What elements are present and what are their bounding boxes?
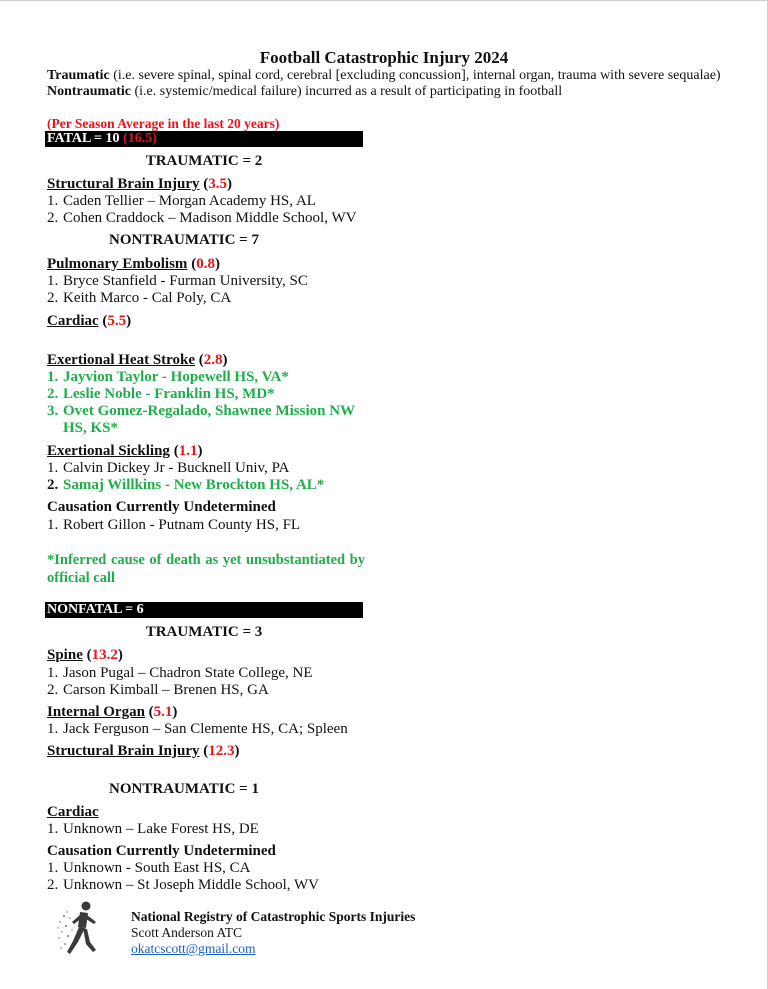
list-item — [47, 386, 275, 403]
footer-contact-name: Scott Anderson ATC — [131, 925, 243, 940]
section-title: Pulmonary Embolism — [47, 256, 188, 272]
section-title: Exertional Heat Stroke — [47, 352, 196, 368]
item-number: 1. — [47, 369, 59, 385]
nonfatal-traumatic-heading: TRAUMATIC = 3 — [145, 624, 263, 640]
traumatic-definition — [47, 68, 721, 84]
item-number: 2. — [47, 877, 59, 893]
section-avg: 5.5 — [107, 313, 127, 329]
item-number: 2. — [47, 682, 59, 698]
fatal-avg: (16.5) — [123, 131, 157, 146]
nonfatal-undetermined-heading — [47, 843, 276, 860]
item-text: Samaj Willkins - New Brockton HS, AL* — [63, 477, 325, 493]
list-item — [47, 369, 289, 386]
section-avg: 13.2 — [91, 647, 118, 663]
runner-speed-texture — [57, 911, 72, 949]
list-item — [47, 860, 251, 877]
item-number: 2. — [47, 290, 59, 306]
item-number: 1. — [47, 821, 59, 837]
fatal-heat-stroke-heading: Exertional Heat Stroke (2.8) — [47, 352, 228, 368]
fatal-bar — [45, 131, 363, 147]
list-item — [47, 665, 313, 682]
list-item — [47, 821, 259, 838]
item-text: Unknown – St Joseph Middle School, WV — [63, 877, 319, 893]
nontraumatic-desc: (i.e. systemic/medical failure) incurred as a result of participating in football — [131, 84, 563, 99]
item-text: Carson Kimball – Brenen HS, GA — [63, 682, 269, 698]
traumatic-desc: (i.e. severe spinal, spinal cord, cerebral [excluding concussion], internal organ, trauma with severe sequalae) — [109, 68, 721, 83]
list-item-continuation: HS, KS* — [63, 420, 119, 436]
section-avg: 12.3 — [208, 743, 235, 759]
nonfatal-label: NONFATAL = 6 — [47, 602, 144, 617]
list-item — [47, 210, 356, 227]
per-season-note: (Per Season Average in the last 20 years) — [47, 116, 280, 131]
item-text: Cohen Craddock – Madison Middle School, WV — [63, 210, 357, 226]
item-text: Caden Tellier – Morgan Academy HS, AL — [63, 193, 316, 209]
list-item — [47, 682, 269, 699]
nonfatal-cardiac-heading — [47, 804, 99, 821]
item-text: Jack Ferguson – San Clemente HS, CA; Spleen — [63, 721, 348, 737]
footer-organization: National Registry of Catastrophic Sports Injuries — [131, 909, 416, 924]
list-item — [47, 193, 316, 210]
section-title: Cardiac — [47, 313, 99, 329]
fatal-nontraumatic-heading: NONTRAUMATIC = 7 — [109, 232, 259, 248]
item-number: 1. — [47, 860, 59, 876]
nonfatal-internal-organ-heading: Internal Organ (5.1) — [47, 704, 178, 720]
fatal-structural-brain-heading: Structural Brain Injury (3.5) — [47, 176, 233, 192]
section-avg: 5.1 — [153, 704, 173, 720]
inferred-cause-note: *Inferred cause of death as yet unsubstantiated by official call — [47, 552, 365, 586]
item-text: Robert Gillon - Putnam County HS, FL — [63, 517, 301, 533]
section-title: Internal Organ — [47, 704, 145, 720]
section-avg: 0.8 — [196, 256, 215, 272]
list-item — [47, 721, 348, 738]
section-title: Causation Currently Undetermined — [47, 843, 276, 859]
list-item — [47, 517, 300, 534]
item-text: Unknown - South East HS, CA — [63, 860, 251, 876]
fatal-undetermined-heading — [47, 499, 276, 516]
item-number: 2. — [47, 386, 59, 402]
nonfatal-nontraumatic-heading: NONTRAUMATIC = 1 — [109, 781, 259, 797]
item-text: Leslie Noble - Franklin HS, MD* — [63, 386, 275, 402]
nonfatal-bar — [45, 602, 363, 618]
section-title: Structural Brain Injury — [47, 743, 200, 759]
section-avg: 2.8 — [203, 352, 223, 368]
list-item — [47, 403, 355, 420]
list-item — [47, 273, 308, 290]
item-text: Jason Pugal – Chadron State College, NE — [63, 665, 313, 681]
fatal-sickling-heading: Exertional Sickling (1.1) — [47, 443, 203, 459]
item-text: Ovet Gomez-Regalado, Shawnee Mission NW — [63, 403, 356, 419]
nonfatal-spine-heading: Spine (13.2) — [47, 647, 123, 663]
item-number: 1. — [47, 273, 59, 289]
section-avg: 1.1 — [178, 443, 198, 459]
item-number: 1. — [47, 193, 59, 209]
section-title: Causation Currently Undetermined — [47, 499, 276, 515]
fatal-cardiac-heading: Cardiac (5.5) — [47, 313, 132, 329]
list-item — [47, 460, 289, 477]
item-number: 1. — [47, 665, 59, 681]
item-text: Bryce Stanfield - Furman University, SC — [63, 273, 308, 289]
item-number: 3. — [47, 403, 59, 419]
section-title: Structural Brain Injury — [47, 176, 200, 192]
runner-figure — [67, 902, 96, 955]
fatal-traumatic-heading: TRAUMATIC = 2 — [145, 153, 263, 169]
list-item — [47, 477, 324, 494]
item-number: 2. — [47, 477, 59, 493]
section-title: Exertional Sickling — [47, 443, 170, 459]
runner-logo-icon — [56, 898, 102, 962]
item-text: Calvin Dickey Jr - Bucknell Univ, PA — [63, 460, 290, 476]
item-number: 1. — [47, 460, 59, 476]
section-title: Cardiac — [47, 804, 99, 820]
fatal-pulmonary-heading: Pulmonary Embolism (0.8) — [47, 256, 220, 272]
nontraumatic-term: Nontraumatic — [47, 84, 131, 99]
section-avg: 3.5 — [208, 176, 228, 192]
nonfatal-structural-brain-heading: Structural Brain Injury (12.3) — [47, 743, 240, 759]
page-border-top — [0, 0, 768, 1]
traumatic-term: Traumatic — [47, 68, 110, 83]
item-text: Jayvion Taylor - Hopewell HS, VA* — [63, 369, 289, 385]
item-text: Unknown – Lake Forest HS, DE — [63, 821, 259, 837]
item-number: 1. — [47, 517, 59, 533]
page-title: Football Catastrophic Injury 2024 — [259, 48, 509, 67]
footer-email-link[interactable]: okatcscott@gmail.com — [131, 941, 256, 956]
fatal-label: FATAL = 10 — [47, 131, 120, 146]
nontraumatic-definition — [47, 84, 562, 100]
item-number: 1. — [47, 721, 59, 737]
list-item — [47, 290, 231, 307]
item-number: 2. — [47, 210, 59, 226]
section-title: Spine — [47, 647, 83, 663]
item-text: Keith Marco - Cal Poly, CA — [63, 290, 232, 306]
list-item — [47, 877, 319, 894]
